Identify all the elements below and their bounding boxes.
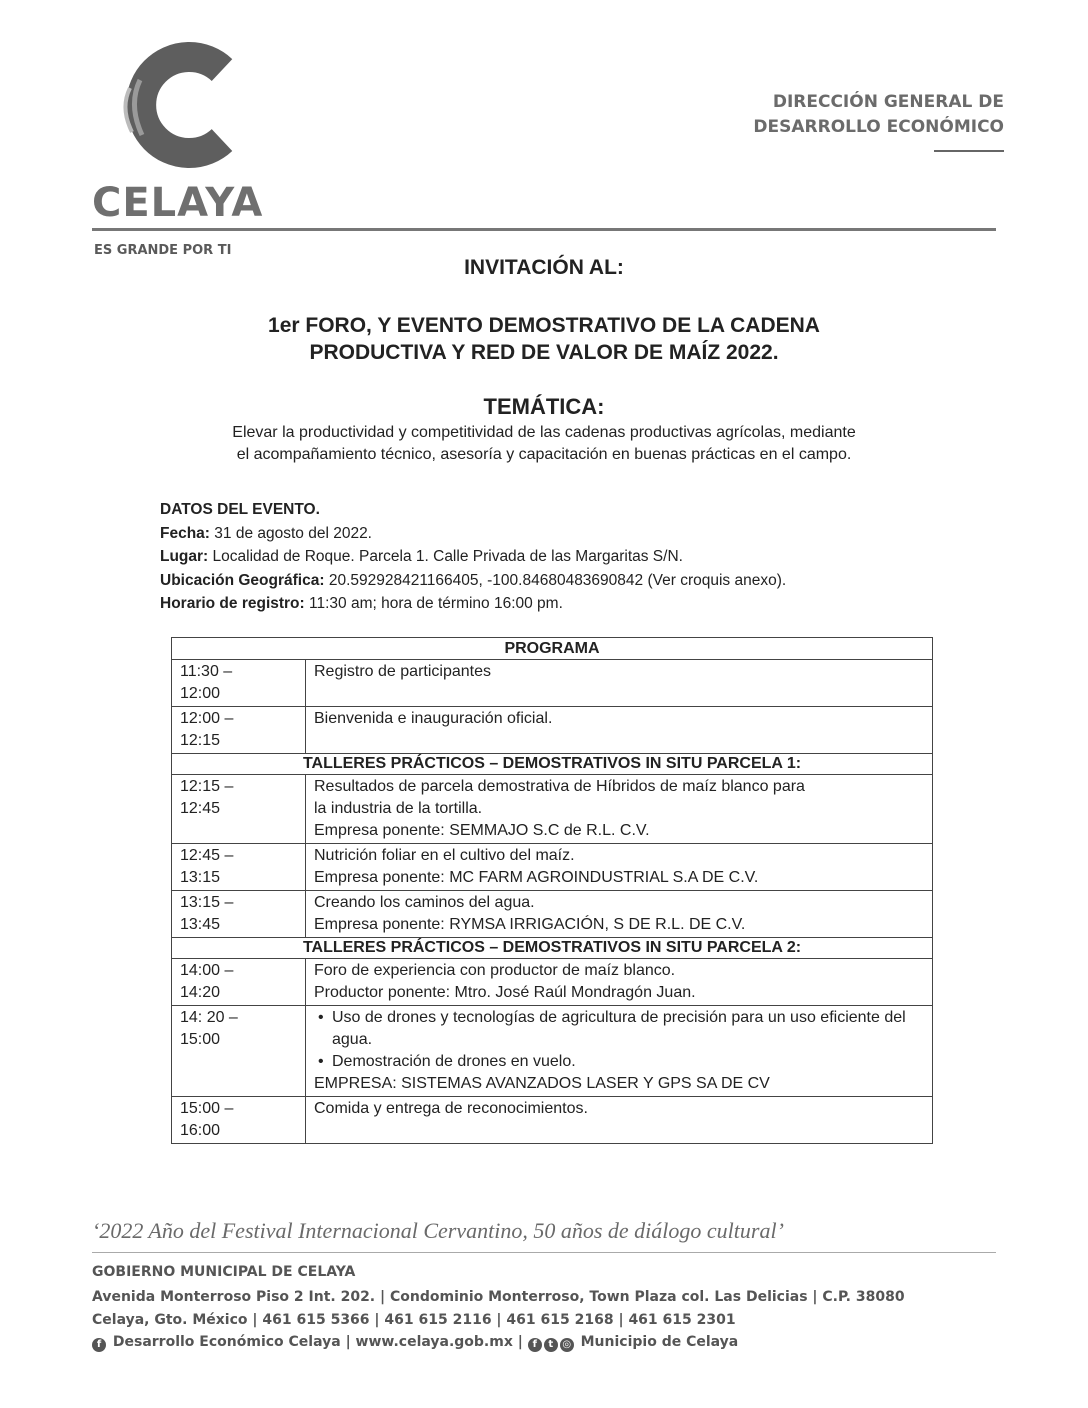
time-cell: 15:00 – 16:00 — [172, 1097, 306, 1144]
lugar-value: Localidad de Roque. Parcela 1. Calle Privada de las Margaritas S/N. — [208, 548, 683, 565]
social-left-text: Desarrollo Económico Celaya | www.celaya.gob.mx | — [112, 1334, 523, 1350]
table-row — [172, 959, 933, 1006]
tematica-heading: TEMÁTICA: — [483, 394, 605, 419]
facebook-icon: f — [92, 1338, 106, 1352]
activity-cell: Registro de participantes — [306, 660, 933, 707]
fecha-label: Fecha: — [160, 524, 210, 542]
ubicacion-value: 20.592928421166405, -100.84680483690842 (Ver croquis anexo). — [324, 571, 787, 589]
tematica-text — [100, 422, 988, 466]
event-title-line2: PRODUCTIVA Y RED DE VALOR DE MAÍZ 2022. — [309, 341, 779, 364]
table-row — [172, 1097, 933, 1144]
bullet-list — [314, 1007, 924, 1073]
time-cell: 12:15 – 12:45 — [172, 775, 306, 844]
time-cell: 12:45 – 13:15 — [172, 844, 306, 891]
activity-cell: Nutrición foliar en el cultivo del maíz. Empresa ponente: MC FARM AGROINDUSTRIAL S.A DE C.V. — [306, 844, 933, 891]
activity-cell: Foro de experiencia con productor de maíz blanco. Productor ponente: Mtro. José Raúl Mondragón Juan. — [306, 959, 933, 1006]
bullet-item: • Demostración de drones en vuelo. — [332, 1051, 924, 1073]
footer-motto: ‘2022 Año del Festival Internacional Cervantino, 50 años de diálogo cultural’ — [92, 1218, 784, 1243]
logo-wordmark: CELAYA — [92, 180, 264, 226]
table-row — [172, 1006, 933, 1097]
section-row — [172, 938, 933, 959]
instagram-icon: ◎ — [560, 1338, 574, 1352]
program-table — [171, 637, 933, 1144]
section-row — [172, 754, 933, 775]
fecha-value: 31 de agosto del 2022. — [209, 524, 372, 542]
table-row — [172, 891, 933, 938]
section1-heading: TALLERES PRÁCTICOS – DEMOSTRATIVOS IN SITU PARCELA 1: — [172, 754, 933, 775]
address-line1: Avenida Monterroso Piso 2 Int. 202. | Condominio Monterroso, Town Plaza col. Las Delicias | C.P. 38080 — [92, 1289, 905, 1305]
gobierno-label: GOBIERNO MUNICIPAL DE CELAYA — [92, 1264, 356, 1280]
activity-cell: Resultados de parcela demostrativa de Híbridos de maíz blanco para la industria de la tortilla. Empresa ponente: SEMMAJO S.C de R.L. C.V. — [306, 775, 933, 844]
horario-value: 11:30 am; hora de término 16:00 pm. — [304, 595, 563, 612]
event-title — [100, 312, 988, 366]
activity-cell: Creando los caminos del agua. Empresa ponente: RYMSA IRRIGACIÓN, S DE R.L. DE C.V. — [306, 891, 933, 938]
table-row — [172, 844, 933, 891]
program-header: PROGRAMA — [172, 638, 933, 660]
time-cell: 11:30 – 12:00 — [172, 660, 306, 707]
activity-cell: Comida y entrega de reconocimientos. — [306, 1097, 933, 1144]
direccion-underline — [934, 150, 1004, 152]
address-line2: Celaya, Gto. México | 461 615 5366 | 461 615 2116 | 461 615 2168 | 461 615 2301 — [92, 1312, 736, 1328]
time-cell: 14: 20 – 15:00 — [172, 1006, 306, 1097]
tematica-line1: Elevar la productividad y competitividad de las cadenas productivas agrícolas, mediante — [232, 424, 856, 441]
table-row — [172, 660, 933, 707]
social-right-text: Municipio de Celaya — [580, 1334, 739, 1350]
facebook-icon: f — [528, 1338, 542, 1352]
lugar-label: Lugar: — [160, 548, 209, 565]
horario-label: Horario de registro: — [160, 595, 305, 612]
ubicacion-label: Ubicación Geográfica: — [160, 571, 325, 589]
header-divider — [92, 228, 996, 231]
time-cell: 14:00 – 14:20 — [172, 959, 306, 1006]
footer-social — [92, 1334, 738, 1352]
event-details — [160, 498, 786, 616]
footer-address — [92, 1286, 905, 1332]
direccion-title — [753, 90, 1004, 140]
table-row — [172, 707, 933, 754]
section2-heading: TALLERES PRÁCTICOS – DEMOSTRATIVOS IN SITU PARCELA 2: — [172, 938, 933, 959]
time-cell: 13:15 – 13:45 — [172, 891, 306, 938]
bullet-item: • Uso de drones y tecnologías de agricultura de precisión para un uso eficiente del agua. — [332, 1007, 924, 1051]
invitation-heading: INVITACIÓN AL: — [464, 256, 624, 279]
time-cell: 12:00 – 12:15 — [172, 707, 306, 754]
celaya-c-icon — [122, 40, 242, 170]
direccion-line1: DIRECCIÓN GENERAL DE — [772, 92, 1004, 112]
celaya-logo — [92, 40, 272, 258]
footer-divider — [92, 1252, 996, 1253]
activity-cell: • Uso de drones y tecnologías de agricultura de precisión para un uso eficiente del agua. • Demostración de drones en vuelo. EMPRESA: SISTEMAS AVANZADOS LASER Y GPS SA DE CV — [306, 1006, 933, 1097]
event-title-line1: 1er FORO, Y EVENTO DEMOSTRATIVO DE LA CADENA — [268, 314, 820, 337]
activity-cell: Bienvenida e inauguración oficial. — [306, 707, 933, 754]
direccion-line2: DESARROLLO ECONÓMICO — [753, 117, 1004, 137]
tematica-line2: el acompañamiento técnico, asesoría y capacitación en buenas prácticas en el campo. — [236, 446, 852, 463]
table-row — [172, 775, 933, 844]
logo-tagline: ES GRANDE POR TI — [94, 243, 232, 258]
datos-heading: DATOS DEL EVENTO. — [160, 501, 320, 518]
twitter-icon: t — [544, 1338, 558, 1352]
